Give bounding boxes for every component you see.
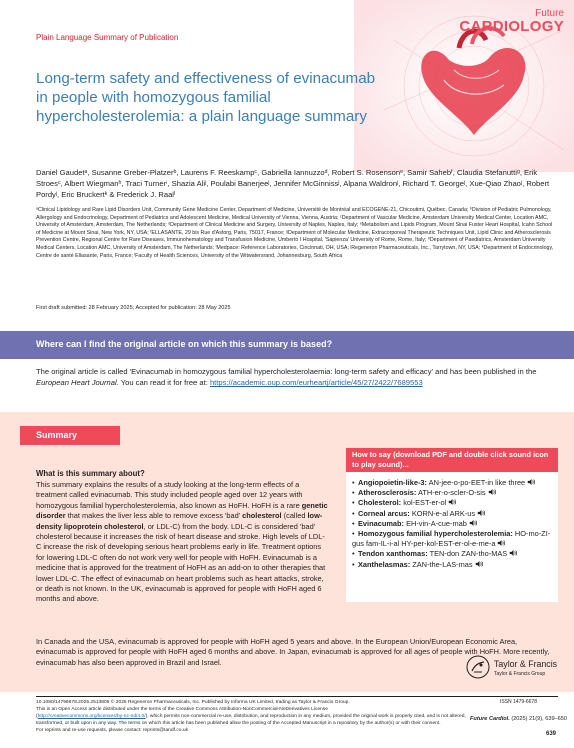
original-journal-name: European Heart Journal bbox=[36, 378, 117, 388]
article-type-label: Plain Language Summary of Publication bbox=[36, 33, 179, 42]
bullet: • bbox=[352, 529, 355, 539]
pronunciation-phonetic: KORN-e-al ARK-us bbox=[411, 508, 476, 518]
pronunciation-phonetic: HO-mo-ZI-gus fam-IL-i-al HY-per-kol-EST-er-ol-e-me-a bbox=[352, 529, 551, 549]
speaker-icon[interactable] bbox=[488, 488, 497, 496]
pronunciation-item bbox=[352, 478, 558, 488]
original-article-heading: Where can I find the original article on which this summary is based? bbox=[36, 339, 333, 349]
pronunciation-phonetic: EH-vin-A-cue-mab bbox=[406, 518, 467, 528]
pronunciation-item bbox=[352, 560, 558, 570]
pronunciation-term: Atherosclerosis: bbox=[358, 488, 417, 498]
pronunciation-term: Evinacumab: bbox=[358, 518, 405, 528]
pronunciation-phonetic: ATH-er-o-scler-O-sis bbox=[417, 488, 486, 498]
term-ldl-c: low-density lipoprotein cholesterol bbox=[36, 511, 323, 531]
license-link[interactable]: http://creativecommons.org/licenses/by-nc-nd/4.0/ bbox=[37, 714, 146, 719]
original-text-b: . You can read it for free at: bbox=[116, 378, 210, 388]
paren: ( bbox=[36, 714, 38, 719]
term-cholesterol: cholesterol bbox=[242, 511, 282, 521]
pronunciation-item bbox=[352, 509, 558, 519]
footer-doi: 10.1080/14796678.2025.2513805 © 2025 Regeneron Pharmaceuticals, Inc. Published by Informa UK Limited, trading as Taylor & Francis Group. bbox=[36, 700, 350, 705]
bullet: • bbox=[352, 549, 355, 559]
term-genetic-disorder: genetic disorder bbox=[36, 500, 328, 521]
taylor-francis-logo-icon bbox=[466, 655, 490, 679]
speaker-icon[interactable] bbox=[448, 498, 457, 506]
citation bbox=[470, 716, 567, 722]
bullet: • bbox=[352, 518, 355, 528]
citation-journal: Future Cardiol. bbox=[470, 716, 510, 722]
pronunciation-term: Cholesterol: bbox=[358, 498, 402, 508]
summary-subheading: What is this summary about? bbox=[36, 469, 145, 478]
pronunciation-item bbox=[352, 529, 558, 549]
speaker-icon[interactable] bbox=[477, 509, 486, 517]
bullet: • bbox=[352, 478, 355, 487]
summary-tab-label: Summary bbox=[36, 430, 78, 440]
pronunciation-term: Homozygous familial hypercholesterolemia: bbox=[358, 529, 513, 539]
footer-license-detail bbox=[36, 713, 466, 727]
summary-tab bbox=[20, 426, 120, 445]
pronunciation-term: Angiopoietin-like-3: bbox=[358, 478, 427, 487]
original-article-text bbox=[36, 366, 561, 388]
speaker-icon[interactable] bbox=[475, 560, 484, 568]
original-article-banner bbox=[0, 331, 574, 359]
author-list: Daniel Gaudetᵃ, Susanne Greber-Platzerᵇ, Laurens F. Reeskampᶜ, Gabriella Iannuzzoᵈ, Robert S. Rosensonᵉ, Samir Sahebᶠ, Claudia Stefanuttiᵍ, Erik Stroesᶜ, Albert Wiegmanʰ, Traci Turnerⁱ, Shazia Aliʲ, Poulabi Banerjeeʲ, Jennifer McGinnissʲ, Alpana Waldronʲ, Richard T. Georgeʲ, Xue-Qiao Zhaoʲ, Robert Pordyʲ, Eric Bruckertᵏ & Frederick J. Raalˡ bbox=[36, 168, 550, 200]
page-number: 639 bbox=[546, 731, 557, 737]
page-title: Long-term safety and effectiveness of evinacumab in people with homozygous familial hypercholesterolemia: a plain language summary bbox=[36, 70, 376, 125]
pronunciation-item bbox=[352, 549, 558, 559]
journal-name-line2: CARDIOLOGY bbox=[459, 18, 564, 35]
speaker-icon[interactable] bbox=[509, 549, 518, 557]
pronunciation-phonetic: ZAN-the-LAS-mas bbox=[412, 559, 473, 569]
summary-text: , or LDL-C) from the body. LDL-C is considered 'bad' cholesterol because it increases the risk of heart disease and stroke. High levels of LDL-C increase the risk of developing serious heart problems early in life. Treatment options for lowering LDL-C often do not work very well for people with HoFH. Evinacumab is a medicine that is approved for the treatment of HoFH as an add-on to other therapies that lower LDL-C. The effect of evinacumab on heart problems such as heart attacks, stroke, or death is not known. In the UK, evinacumab is approved for people with HoFH aged 6 months and above. bbox=[36, 521, 326, 604]
summary-text: that makes the liver less able to remove excess 'bad' bbox=[65, 511, 243, 521]
speaker-icon[interactable] bbox=[527, 478, 536, 486]
submission-dates: First draft submitted: 28 February 2025; Accepted for publication: 28 May 2025 bbox=[36, 305, 231, 311]
footer-license: This is an Open Access article distributed under the terms of the Creative Commons Attribution-NonCommercial-NoDerivatives License bbox=[36, 707, 328, 712]
footer-divider bbox=[36, 696, 558, 697]
original-article-link[interactable]: https://academic.oup.com/eurheartj/article/45/27/2422/7689553 bbox=[209, 378, 423, 388]
issn: ISSN 1479-6678 bbox=[500, 699, 537, 705]
pronunciation-item bbox=[352, 519, 558, 529]
affiliations: ᵃClinical Lipidology and Rare Lipid Disorders Unit, Community Gene Medicine Center, Department of Medicine, Université de Montréal and ECOGENE-21, Chicoutimi, Québec, Canada; ᵇDivision of Pediatric Pulmonology, Allergology and Endocrinology, Department of Pediatrics and Adolescent Medicine, Medical University of Vienna, Vienna, Austria; ᶜDepartment of Vascular Medicine, Amsterdam University Medical Center, Location AMC, University of Amsterdam, Amsterdam, The Netherlands; ᵈDepartment of Clinical Medicine and Surgery, University of Naples, Naples, Italy; ᵉMetabolism and Lipids Program, Mount Sinai Fuster Heart Hospital, Icahn School of Medicine at Mount Sinai, New York, NY, USA; ᶠELLASANTE, 29 bis Rue d'Astorg, Paris, 75017, France; ᵍDepartment of Molecular Medicine, Extracorporeal Therapeutic Techniques Unit, Lipid Clinic and Atherosclerosis Prevention Centre, Regional Centre for Rare Diseases, Immunohematology and Transfusion Medicine, Umberto I Hospital, 'Sapienza' University of Rome, Rome, Italy; ʰDepartment of Paediatrics, Amsterdam University Medical Centers, Location AMC, University of Amsterdam, The Netherlands; ⁱMedpace: Reference Laboratories, Cincinnati, OH, USA; ʲRegeneron Pharmaceuticals, Inc., Tarrytown, NY, USA; ᵏDepartment of Endocrinology, Centre de santé Ellasante, Paris, France; ˡFaculty of Health Sciences, University of the Witwatersrand, Johannesburg, South Africa bbox=[36, 207, 554, 259]
original-text-a: The original article is called 'Evinacumab in homozygous familial hypercholesterolaemia: long-term safety and efficacy' and has been published in the bbox=[36, 367, 537, 376]
pronunciation-body bbox=[346, 472, 558, 602]
footer-reprints: For reprints and re-use requests, please contact: reprints@tandf.co.uk bbox=[36, 728, 189, 733]
license-terms: ), which permits non-commercial re-use, distribution, and reproduction in any medium, provided the original work is properly cited, and is not altered, transformed, or built upon in any way. The terms on which this article has been published allow the posting of the Accepted Manuscript in a repository by the author(s) or with their consent. bbox=[36, 714, 466, 726]
bullet: • bbox=[352, 559, 355, 569]
bullet: • bbox=[352, 498, 355, 508]
publisher-group: Taylor & Francis Group bbox=[494, 671, 546, 677]
pronunciation-list bbox=[352, 478, 558, 570]
pronunciation-term: Corneal arcus: bbox=[358, 508, 410, 518]
publisher-logo bbox=[466, 655, 566, 695]
publisher-name: Taylor & Francis bbox=[494, 659, 558, 669]
copyright-footer bbox=[36, 699, 466, 734]
journal-brand bbox=[459, 8, 564, 34]
pronunciation-phonetic: TEN-don ZAN-tho-MAS bbox=[429, 549, 508, 559]
pronunciation-term: Tendon xanthomas: bbox=[358, 549, 428, 559]
speaker-icon[interactable] bbox=[497, 539, 506, 547]
pronunciation-term: Xanthelasmas: bbox=[358, 559, 411, 569]
pronunciation-item bbox=[352, 498, 558, 508]
pronunciation-header bbox=[346, 448, 558, 472]
citation-volume: (2025) 21(9), 639–650 bbox=[509, 716, 568, 722]
pronunciation-heading: How to say (download PDF and double click sound icon to play sound)... bbox=[352, 450, 549, 469]
summary-paragraph-1 bbox=[36, 480, 328, 605]
bullet: • bbox=[352, 508, 355, 518]
pronunciation-box bbox=[346, 448, 558, 598]
pronunciation-phonetic: kol-EST-er-ol bbox=[403, 498, 447, 508]
journal-name-line1: Future bbox=[535, 8, 564, 19]
pronunciation-phonetic: AN-jee-o-po-EET-in like three bbox=[428, 478, 526, 487]
pronunciation-item bbox=[352, 488, 558, 498]
summary-paragraph-2: In Canada and the USA, evinacumab is approved for people with HoFH aged 5 years and above. In the European Union/European Economic Area, evinacumab is approved for people with HoFH aged 6 months and above. In Japan, evinacumab is approved for all ages of people with HoFH. More recently, evinacumab has also been approved in Brazil and Israel. bbox=[36, 637, 550, 667]
speaker-icon[interactable] bbox=[469, 519, 478, 527]
summary-text: (called bbox=[281, 511, 308, 521]
summary-text: This summary explains the results of a study looking at the long-term effects of a treatment called evinacumab. This study included people aged over 12 years with homozygous familial hypercholesterolemia, also known as HoFH. HoFH is a rare bbox=[36, 480, 303, 510]
bullet: • bbox=[352, 488, 355, 498]
